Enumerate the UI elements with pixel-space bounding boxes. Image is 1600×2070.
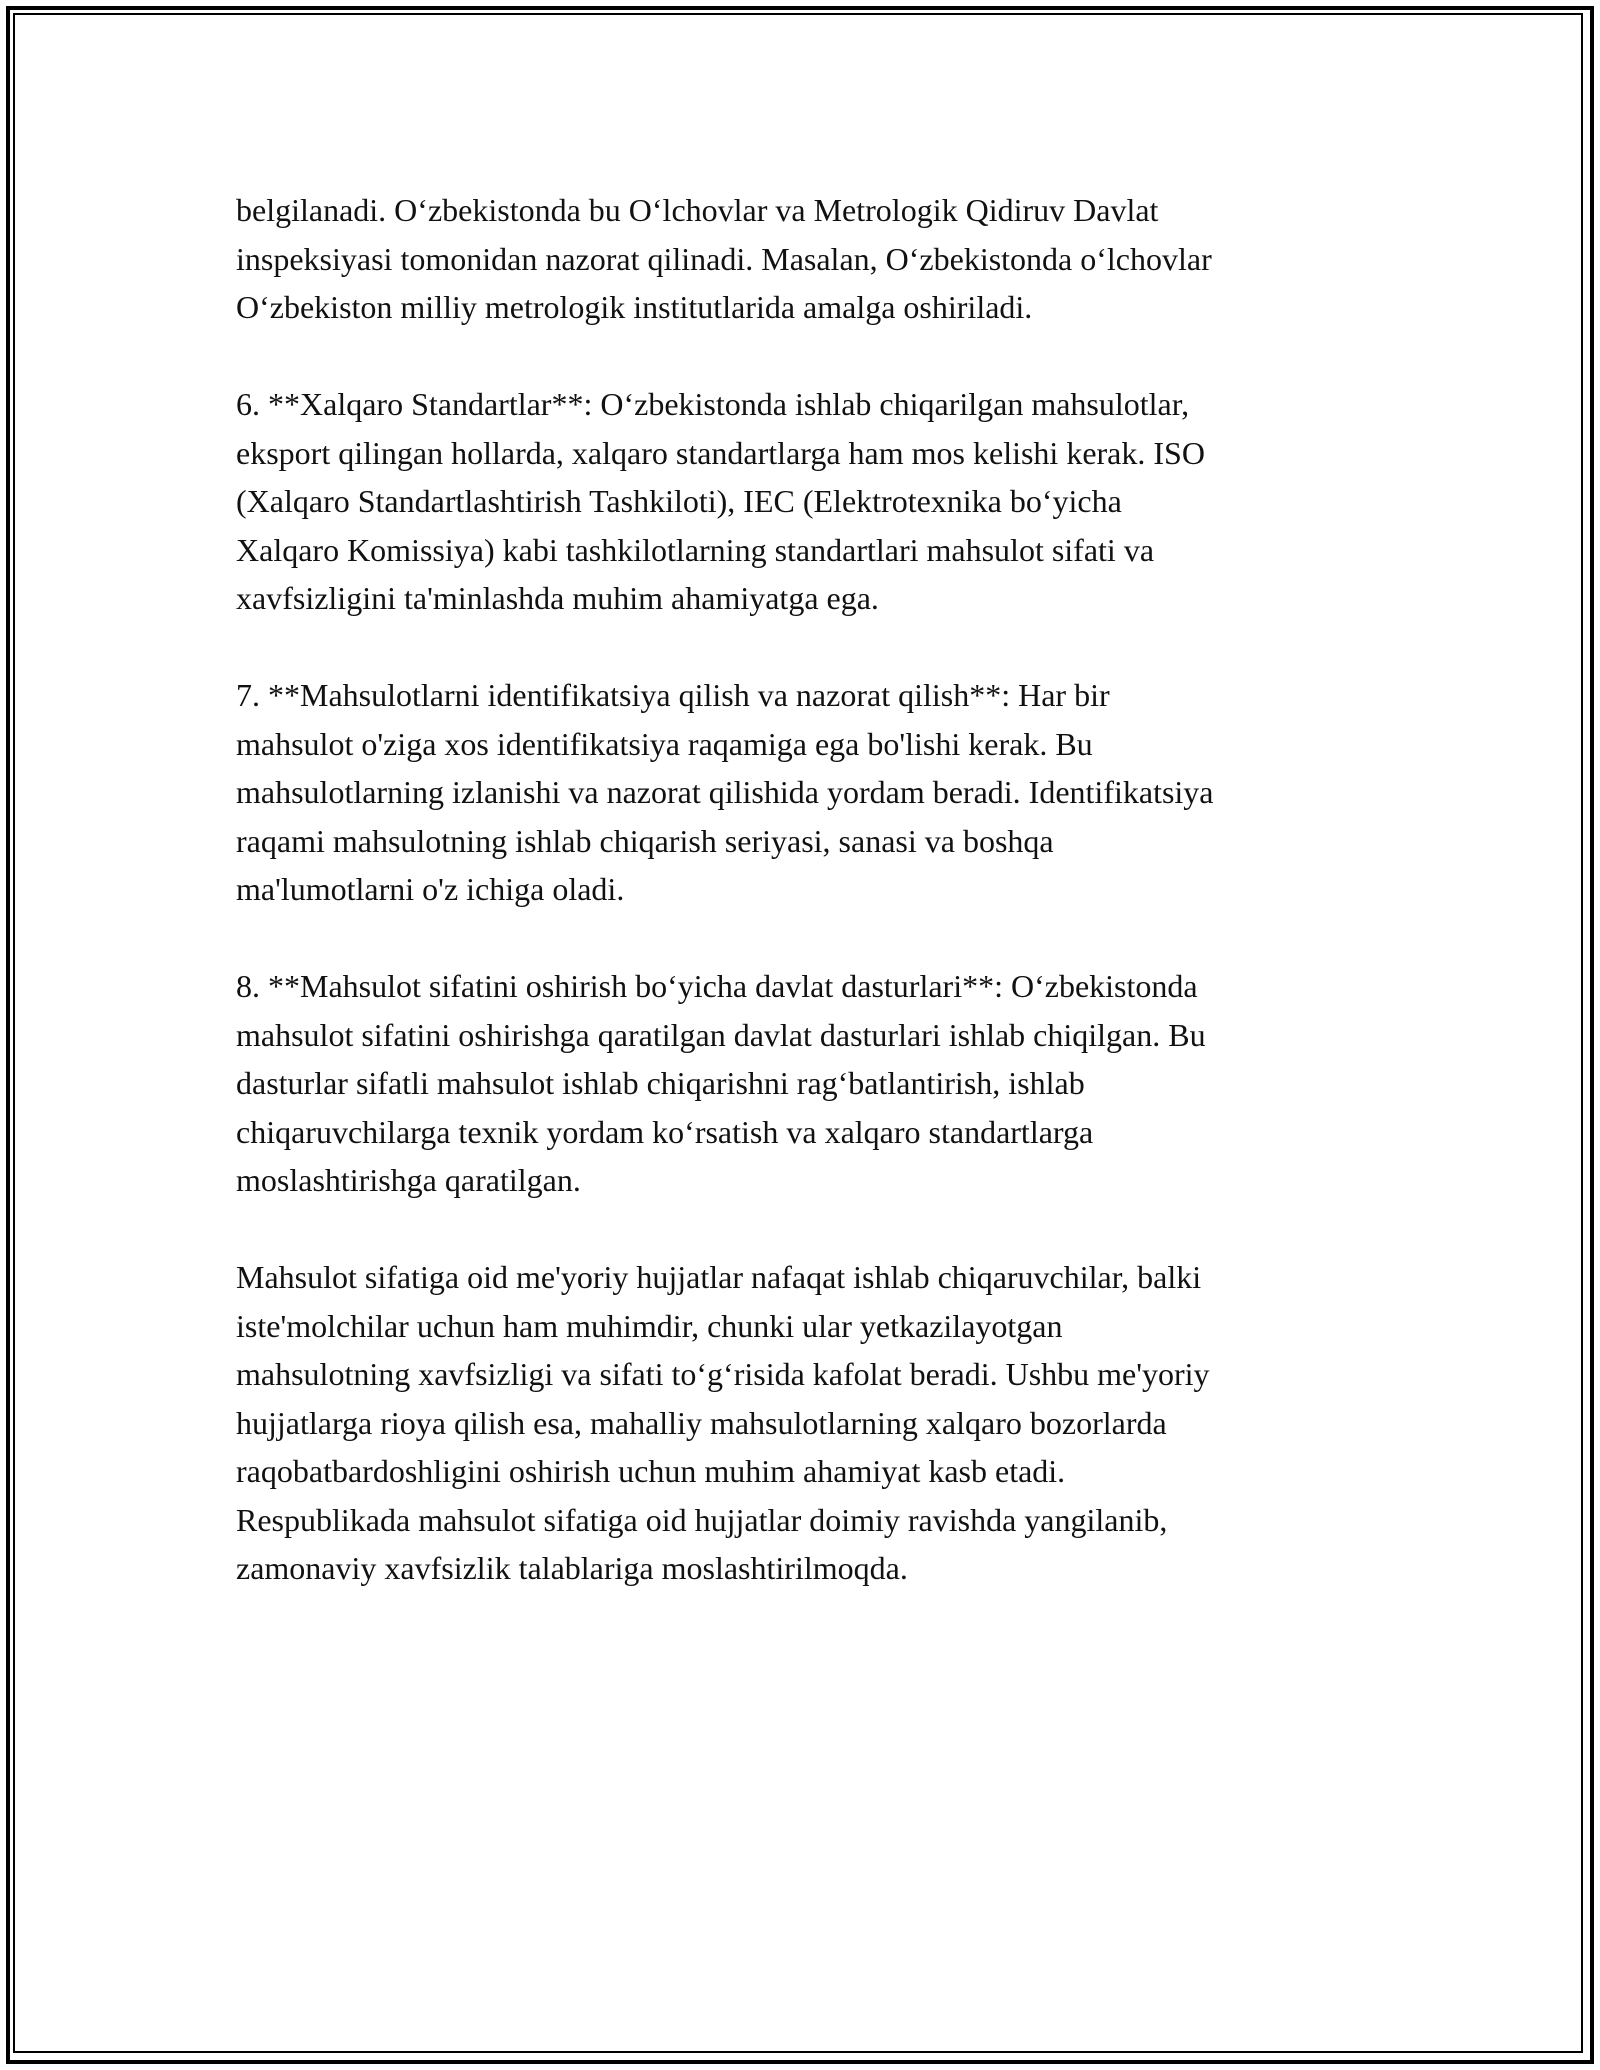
paragraph-international-standards: 6. **Xalqaro Standartlar**: O‘zbekistonda ishlab chiqarilgan mahsulotlar, eksport qilingan hollarda, xalqaro standartlarga ham mos kelishi kerak. ISO (Xalqaro Standartlashtirish Tashkiloti), IEC (Elektrotexnika bo‘yicha Xalqaro Komissiya) kabi tashkilotlarning standartlari mahsulot sifati va xavfsizligini ta'minlashda muhim ahamiyatga ega. [236, 386, 1205, 616]
paragraph-state-quality-programs: 8. **Mahsulot sifatini oshirish bo‘yicha davlat dasturlari**: O‘zbekistonda mahsulot sifatini oshirishga qaratilgan davlat dasturlari ishlab chiqilgan. Bu dasturlar sifatli mahsulot ishlab chiqarishni rag‘batlantirish, ishlab chiqaruvchilarga texnik yordam ko‘rsatish va xalqaro standartlarga moslashtirishga qaratilgan. [236, 968, 1206, 1198]
document-body [236, 186, 1366, 1641]
paragraph-metrology-continuation: belgilanadi. O‘zbekistonda bu O‘lchovlar va Metrologik Qidiruv Davlat inspeksiyasi tomonidan nazorat qilinadi. Masalan, O‘zbekistonda o‘lchovlar O‘zbekiston milliy metrologik institutlarida amalga oshiriladi. [236, 192, 1212, 325]
paragraph-conclusion: Mahsulot sifatiga oid me'yoriy hujjatlar nafaqat ishlab chiqaruvchilar, balki iste'molchilar uchun ham muhimdir, chunki ular yetkazilayotgan mahsulotning xavfsizligi va sifati to‘g‘risida kafolat beradi. Ushbu me'yoriy hujjatlarga rioya qilish esa, mahalliy mahsulotlarning xalqaro bozorlarda raqobatbardoshligini oshirish uchun muhim ahamiyat kasb etadi. Respublikada mahsulot sifatiga oid hujjatlar doimiy ravishda yangilanib, zamonaviy xavfsizlik talablariga moslashtirilmoqda. [236, 1259, 1210, 1586]
paragraph-product-identification: 7. **Mahsulotlarni identifikatsiya qilish va nazorat qilish**: Har bir mahsulot o'ziga xos identifikatsiya raqamiga ega bo'lishi kerak. Bu mahsulotlarning izlanishi va nazorat qilishida yordam beradi. Identifikatsiya raqami mahsulotning ishlab chiqarish seriyasi, sanasi va boshqa ma'lumotlarni o'z ichiga oladi. [236, 677, 1214, 907]
